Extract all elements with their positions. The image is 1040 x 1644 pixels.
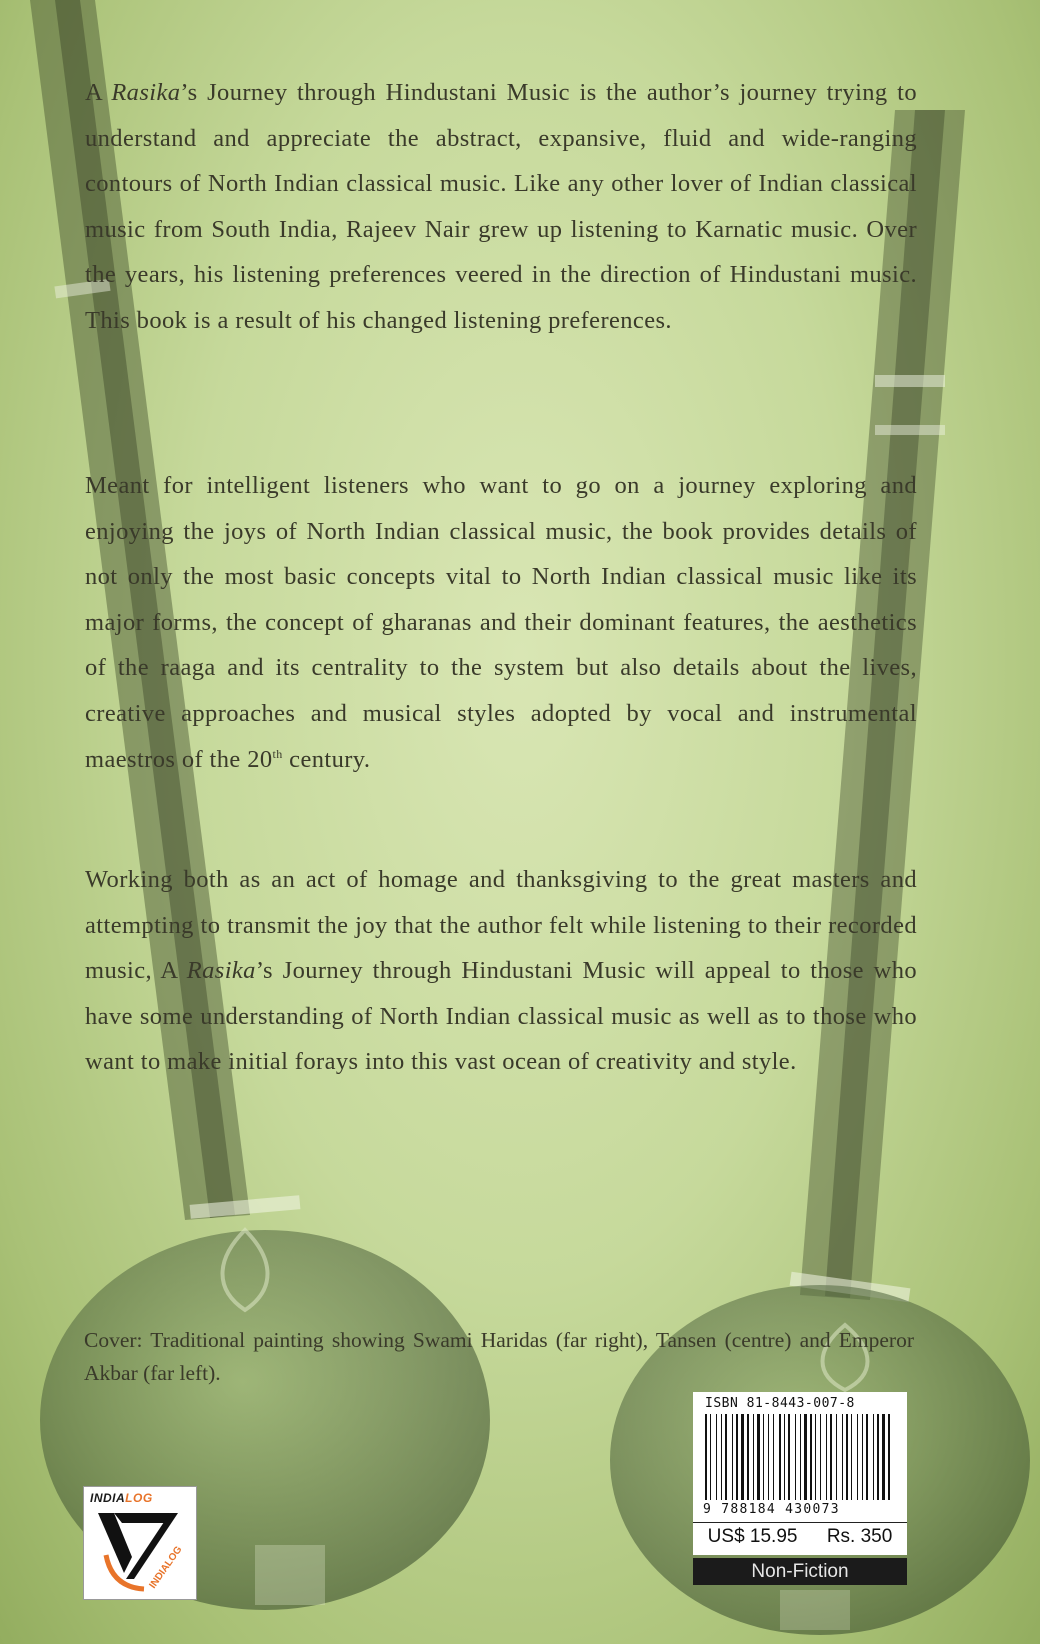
blurb-paragraph-3 bbox=[85, 857, 917, 1085]
price-usd: US$ 15.95 bbox=[707, 1526, 798, 1547]
category-label: Non-Fiction bbox=[693, 1558, 907, 1585]
blurb-paragraph-2 bbox=[85, 463, 917, 782]
ean-number: 9 788184 430073 bbox=[703, 1502, 840, 1517]
p2-ordinal-sup: th bbox=[272, 746, 283, 761]
p1-book-title-italic: Rasika bbox=[111, 79, 181, 106]
p3-body: ’s Journey through Hindustani Music will appeal to those who have some understanding of North Indian classical music as well as to those who want to make initial forays into this vast ocean of creativity and style. bbox=[85, 957, 917, 1076]
svg-text:INDIALOG: INDIALOG bbox=[147, 1544, 185, 1591]
price-row bbox=[693, 1522, 907, 1551]
price-inr: Rs. 350 bbox=[826, 1526, 893, 1547]
indialog-mark-icon bbox=[84, 1487, 196, 1599]
cover-caption: Cover: Traditional painting showing Swami Haridas (far right), Tansen (centre) and Emperor Akbar (far left). bbox=[84, 1328, 914, 1385]
p1-lead: A bbox=[85, 79, 112, 106]
blurb-paragraph-1 bbox=[85, 70, 917, 344]
barcode-panel bbox=[693, 1392, 907, 1555]
p2-end: century. bbox=[282, 745, 371, 773]
p2-body: Meant for intelligent listeners who want to go on a journey exploring and enjoying the joys of North Indian classical music, the book provides details of not only the most basic concepts vital to North Indian classical music like its major forms, the concept of gharanas and their dominant features, the aesthetics of the raaga and its centrality to the system but also details about the lives, creative approaches and musical styles adopted by vocal and instrumental maestros of the 20 bbox=[85, 472, 917, 773]
barcode-icon bbox=[703, 1414, 897, 1502]
p1-body: ’s Journey through Hindustani Music is the author’s journey trying to understand and appreciate the abstract, expansive, fluid and wide-ranging contours of North Indian classical music. Like any other lover of Indian classical music from South India, Rajeev Nair grew up listening to Karnatic music. Over the years, his listening preferences veered in the direction of Hindustani music. This book is a result of his changed listening preferences. bbox=[85, 79, 917, 334]
logo-wordmark: INDIALOG bbox=[90, 1491, 153, 1505]
p3-lead: Working both as an act of homage and thanksgiving to the great masters and attempting to transmit the joy that the author felt while listening to their recorded music, A bbox=[85, 866, 917, 985]
p3-book-title-italic: Rasika bbox=[186, 957, 256, 985]
isbn-text: ISBN 81-8443-007-8 bbox=[705, 1396, 855, 1411]
publisher-logo bbox=[83, 1486, 197, 1600]
